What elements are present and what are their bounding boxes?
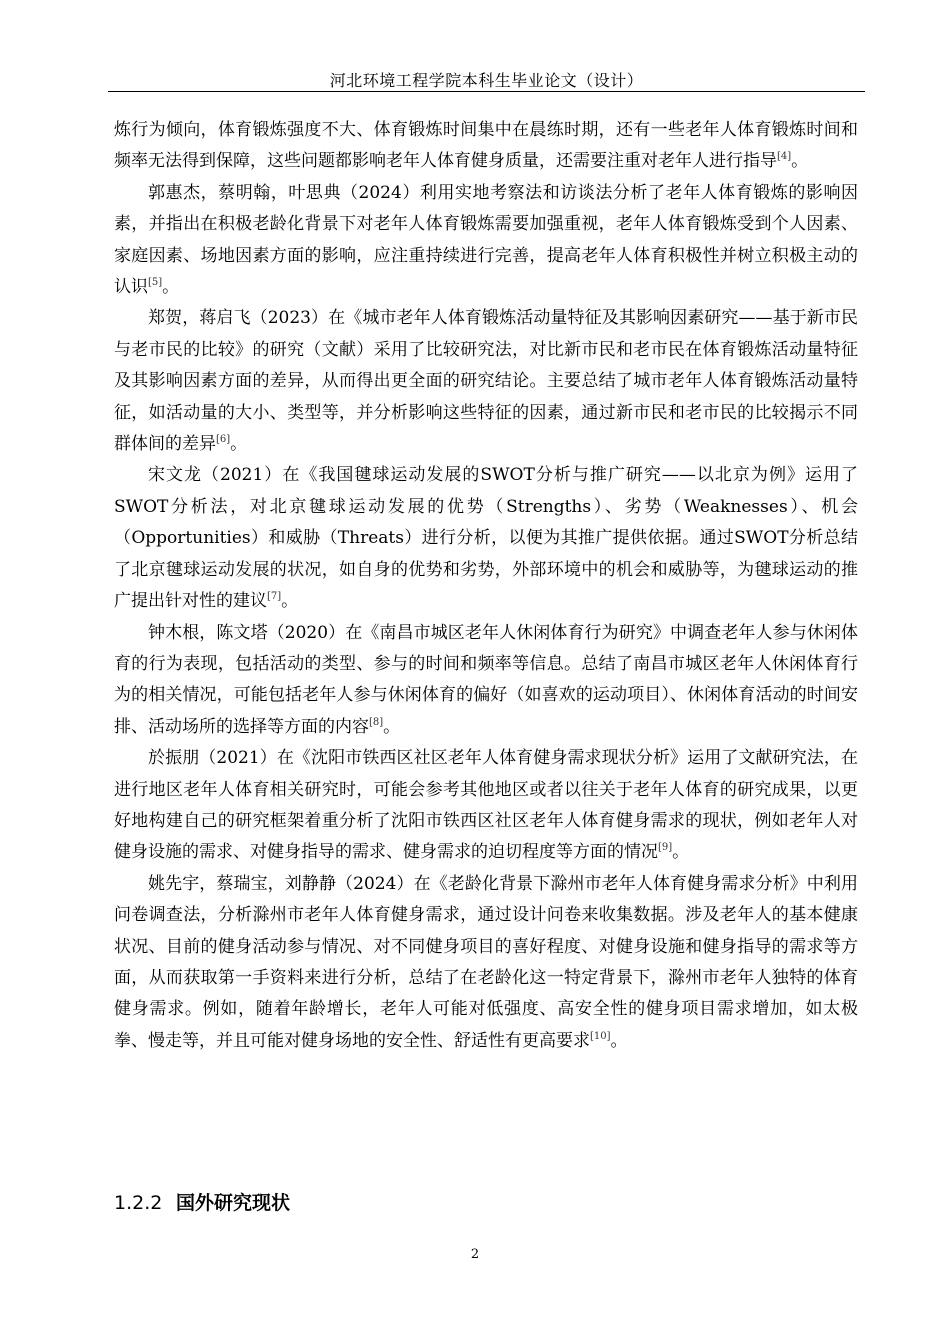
- paragraph: [114, 869, 858, 1057]
- section-number: 1.2.2: [114, 1192, 163, 1214]
- paragraph-text: 钟木根，陈文塔（2020）在《南昌市城区老年人休闲体育行为研究》中调查老年人参与休闲体育的行为表现，包括活动的类型、参与的时间和频率等信息。总结了南昌市城区老年人休闲体育行为的相关情况，可能包括老年人参与休闲体育的偏好（如喜欢的运动项目）、休闲体育活动的时间安排、活动场所的选择等方面的内容: [114, 622, 858, 737]
- paragraph-text: 於振朋（2021）在《沈阳市铁西区社区老年人体育健身需求现状分析》运用了文献研究法，在进行地区老年人体育相关研究时，可能会参考其他地区或者以往关于老年人体育的研究成果，以更好地构建自己的研究框架着重分析了沈阳市铁西区社区老年人体育健身需求的现状，例如老年人对健身设施的需求、对健身指导的需求、健身需求的迫切程度等方面的情况: [114, 748, 858, 863]
- paragraph: [114, 460, 858, 617]
- citation-ref: [10]: [590, 1030, 611, 1042]
- paragraph-tail: 。: [610, 1030, 628, 1051]
- paragraph-tail: 。: [230, 434, 248, 455]
- paragraph-tail: 。: [281, 591, 299, 612]
- paragraph-text: 郭惠杰，蔡明翰，叶思典（2024）利用实地考察法和访谈法分析了老年人体育锻炼的影响因素，并指出在积极老龄化背景下对老年人体育锻炼需要加强重视，老年人体育锻炼受到个人因素、家庭因素、场地因素方面的影响，应注重持续进行完善，提高老年人体育积极性并树立积极主动的认识: [114, 182, 858, 298]
- citation-ref: [9]: [658, 842, 673, 854]
- citation-ref: [8]: [369, 716, 384, 728]
- citation-ref: [6]: [216, 434, 231, 446]
- paragraph-tail: 。: [672, 842, 690, 863]
- section-title: 国外研究现状: [176, 1192, 291, 1214]
- paragraph-text: 郑贺，蒋启飞（2023）在《城市老年人体育锻炼活动量特征及其影响因素研究——基于新市民与老市民的比较》的研究（文献）采用了比较研究法，对比新市民和老市民在体育锻炼活动量特征及其影响因素方面的差异，从而得出更全面的研究结论。主要总结了城市老年人体育锻炼活动量特征，如活动量的大小、类型等，并分析影响这些特征的因素，通过新市民和老市民的比较揭示不同群体间的差异: [114, 308, 858, 455]
- paragraph: [114, 618, 858, 744]
- citation-ref: [5]: [148, 277, 163, 289]
- paragraph-text: 炼行为倾向，体育锻炼强度不大、体育锻炼时间集中在晨练时期，还有一些老年人体育锻炼时间和频率无法得到保障，这些问题都影响老年人体育健身质量，还需要注重对老年人进行指导: [114, 120, 858, 172]
- paragraph-tail: 。: [383, 716, 401, 737]
- page-header: 河北环境工程学院本科生毕业论文（设计）: [329, 71, 644, 90]
- section-heading: [114, 1188, 290, 1215]
- citation-ref: [4]: [777, 151, 792, 163]
- paragraph-tail: 。: [791, 151, 809, 172]
- paragraph-text: 宋文龙（2021）在《我国毽球运动发展的SWOT分析与推广研究——以北京为例》运用了SWOT分析法，对北京毽球运动发展的优势（Strengths）、劣势（Weaknesses）、机会（Opportunities）和威胁（Threats）进行分析，以便为其推广提供依据。通过SWOT分析总结了北京毽球运动发展的状况，如自身的优势和劣势，外部环境中的机会和威胁等，为毽球运动的推广提出针对性的建议: [114, 465, 858, 612]
- paragraph: [114, 178, 858, 304]
- header-rule: [108, 91, 865, 92]
- paragraph-tail: 。: [162, 277, 180, 298]
- citation-ref: [7]: [267, 591, 282, 603]
- paragraph-text: 姚先宇，蔡瑞宝，刘静静（2024）在《老龄化背景下滁州市老年人体育健身需求分析》中利用问卷调查法，分析滁州市老年人体育健身需求，通过设计问卷来收集数据。涉及老年人的基本健康状况、目前的健身活动参与情况、对不同健身项目的喜好程度、对健身设施和健身指导的需求等方面，从而获取第一手资料来进行分析，总结了在老龄化这一特定背景下，滁州市老年人独特的体育健身需求。例如，随着年龄增长，老年人可能对低强度、高安全性的健身项目需求增加，如太极拳、慢走等，并且可能对健身场地的安全性、舒适性有更高要求: [114, 873, 858, 1051]
- paragraph: [114, 115, 858, 178]
- body-text: [114, 115, 858, 1057]
- paragraph: [114, 743, 858, 869]
- paragraph: [114, 303, 858, 460]
- page-number: 2: [470, 1247, 480, 1262]
